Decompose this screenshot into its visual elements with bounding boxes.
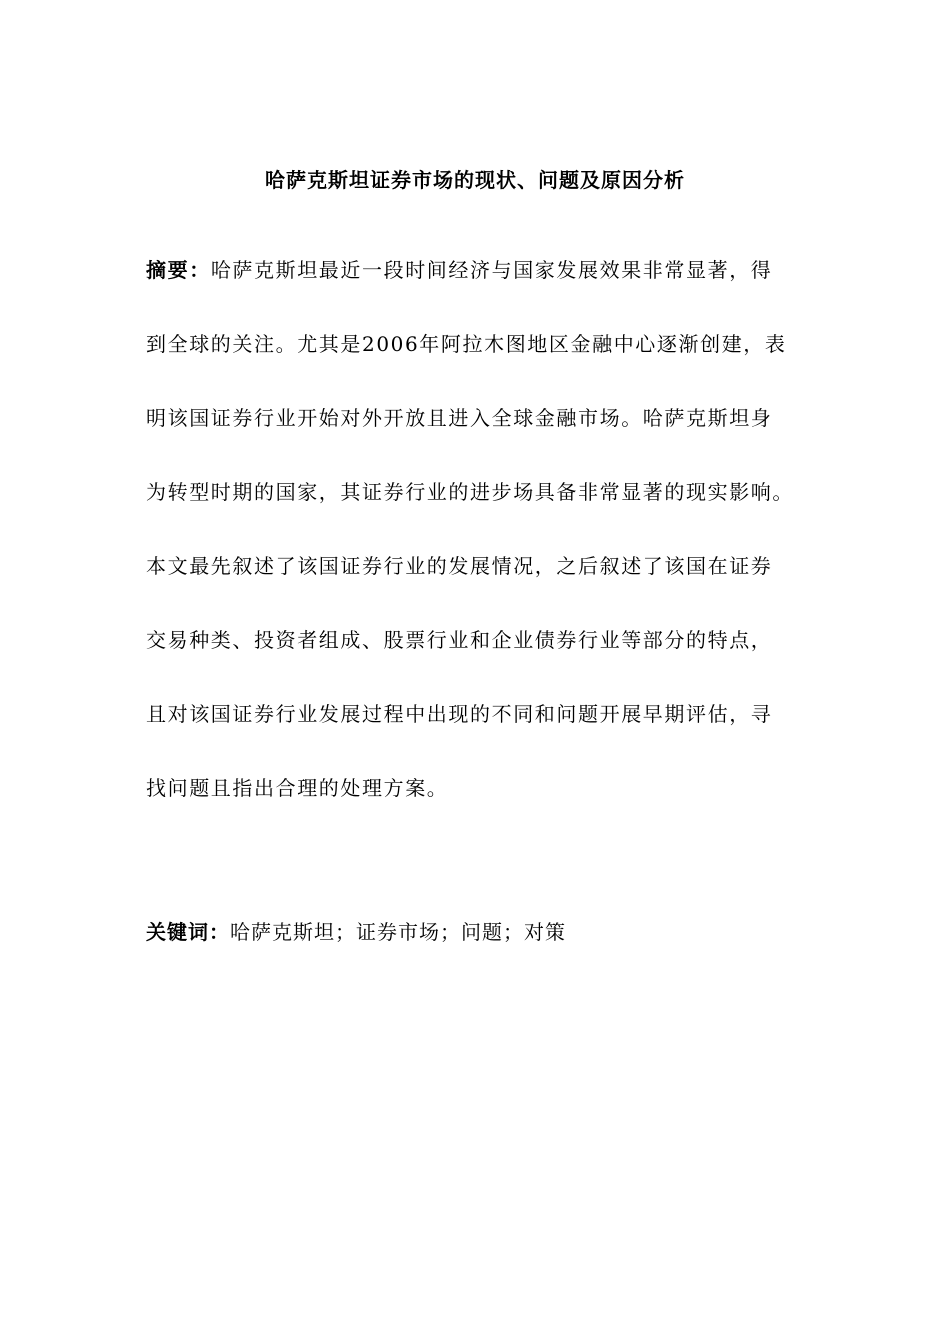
- abstract-line: 本文最先叙述了该国证券行业的发展情况，之后叙述了该国在证券: [146, 554, 773, 578]
- abstract-text: 哈萨克斯坦最近一段时间经济与国家发展效果非常显著，得: [210, 258, 773, 282]
- abstract-line: 且对该国证券行业发展过程中出现的不同和问题开展早期评估，寻: [146, 702, 773, 726]
- keywords-label: 关键词：: [146, 920, 230, 944]
- abstract-line: 到全球的关注。尤其是2006年阿拉木图地区金融中心逐渐创建，表: [146, 332, 787, 356]
- abstract-line: 为转型时期的国家，其证券行业的进步场具备非常显著的现实影响。: [146, 480, 794, 504]
- abstract-line: 交易种类、投资者组成、股票行业和企业债券行业等部分的特点，: [146, 628, 773, 652]
- page-title: 哈萨克斯坦证券市场的现状、问题及原因分析: [265, 168, 685, 192]
- keywords-section: [146, 914, 816, 954]
- abstract-section: [146, 252, 816, 844]
- abstract-line: 找问题且指出合理的处理方案。: [146, 776, 449, 800]
- keywords-text: 哈萨克斯坦；证券市场；问题；对策: [230, 920, 566, 944]
- abstract-line: 明该国证券行业开始对外开放且进入全球金融市场。哈萨克斯坦身: [146, 406, 773, 430]
- abstract-label: 摘要：: [146, 258, 211, 282]
- abstract-line: [146, 252, 816, 326]
